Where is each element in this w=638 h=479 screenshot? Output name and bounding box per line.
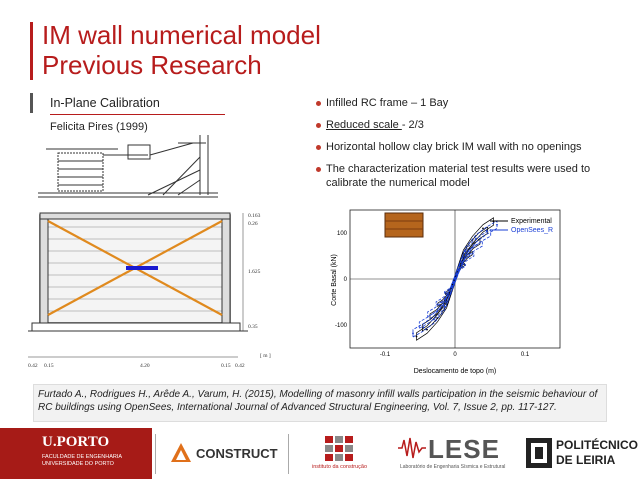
title-accent-bar: [30, 22, 33, 80]
legend-opensees: OpenSees_R: [511, 227, 554, 234]
opensees-data-point: [454, 278, 456, 280]
dim-label: 4.20: [140, 363, 150, 369]
x-tick-label: -0.1: [379, 352, 391, 358]
dim-label: 0.42: [28, 363, 38, 369]
bullet-item: Reduced scale - 2/3: [316, 118, 616, 132]
unit-label: [ m ]: [260, 353, 271, 359]
dim-label: 0.15: [44, 363, 54, 369]
bullet-dot-icon: [316, 145, 321, 150]
legend-experimental: Experimental: [511, 218, 552, 225]
section-heading: In-Plane Calibration: [50, 96, 160, 110]
dim-label: 0.163: [248, 213, 261, 219]
test-setup-drawing: [28, 135, 278, 375]
uporto-logo-text: U.PORTO: [42, 434, 110, 450]
lese-subtitle: Laboratório de Engenharia Sísmica e Estrutural: [400, 464, 506, 470]
bullet-dot-icon: [316, 167, 321, 172]
setup-elevation-sketch: [38, 135, 218, 197]
slide-title: IM wall numerical model: [42, 20, 321, 50]
uporto-logo: [0, 428, 152, 479]
section-heading-underline: [50, 114, 225, 115]
bullet-item: Infilled RC frame – 1 Bay: [316, 96, 616, 110]
author-citation: Felicita Pires (1999): [50, 121, 148, 133]
reference-text: Furtado A., Rodrigues H., Arêde A., Varum, H. (2015), Modelling of masonry infill walls participation in the seismic behaviour of RC buildings using OpenSees, International Journal of Advanced Structural Engineering, Vol. 7, Issue 2, pp. 117-127.: [38, 389, 598, 413]
instituto-construcao-logo-icon: [325, 436, 355, 462]
politecnico-logo-line1: POLITÉCNICO: [556, 438, 638, 452]
instituto-logo-text: instituto da construção: [312, 464, 368, 470]
x-tick-label: 0.1: [520, 352, 530, 358]
bullet-dot-icon: [316, 101, 321, 106]
bullet-item: The characterization material test results were used to calibrate the numerical model: [316, 162, 616, 190]
opensees-data-point: [412, 332, 414, 334]
dim-label: 0.42: [235, 363, 245, 369]
legend: [490, 218, 553, 234]
x-tick-label: 0: [453, 352, 457, 358]
dim-label: 0.15: [221, 363, 231, 369]
bullet-dot-icon: [316, 123, 321, 128]
y-axis-label: Corte Basal (kN): [331, 254, 338, 306]
slide-subtitle: Previous Research: [42, 50, 262, 80]
opensees-data-point: [433, 319, 435, 321]
politecnico-logo-line2: DE LEIRIA: [556, 453, 616, 467]
construct-logo-icon: [170, 442, 192, 464]
infilled-frame-front-view: [28, 213, 248, 331]
dim-label: 0.35: [248, 324, 258, 330]
seismograph-icon: [398, 436, 426, 460]
hysteresis-chart: [330, 205, 570, 380]
dim-label: 0.26: [248, 221, 258, 227]
opensees-data-point: [423, 326, 425, 328]
dim-label: 1.625: [248, 269, 261, 275]
opensees-data-point: [475, 238, 477, 240]
politecnico-leiria-icon: [526, 438, 552, 468]
experimental-data-point: [482, 228, 484, 230]
y-tick-label: 100: [336, 231, 347, 237]
x-axis-label: Deslocamento de topo (m): [413, 368, 497, 375]
footer-divider: [155, 434, 156, 474]
opensees-data-point: [465, 251, 467, 253]
lese-logo-text: LESE: [428, 434, 500, 464]
footer-divider: [288, 434, 289, 474]
subheading-accent-bar: [30, 93, 33, 113]
feup-logo-text: FACULDADE DE ENGENHARIA UNIVERSIDADE DO PORTO: [42, 454, 122, 467]
opensees-data-point: [486, 230, 488, 232]
opensees-data-point: [496, 224, 498, 226]
specimen-photo: [385, 213, 423, 237]
bullet-item: Horizontal hollow clay brick IM wall with no openings: [316, 140, 616, 154]
y-tick-label: -100: [334, 323, 347, 329]
experimental-data-point: [416, 336, 418, 338]
opensees-data-point: [444, 306, 446, 308]
construct-logo-text: CONSTRUCT: [196, 446, 278, 461]
y-tick-label: 0: [343, 277, 347, 283]
bullet-list: [316, 96, 616, 198]
